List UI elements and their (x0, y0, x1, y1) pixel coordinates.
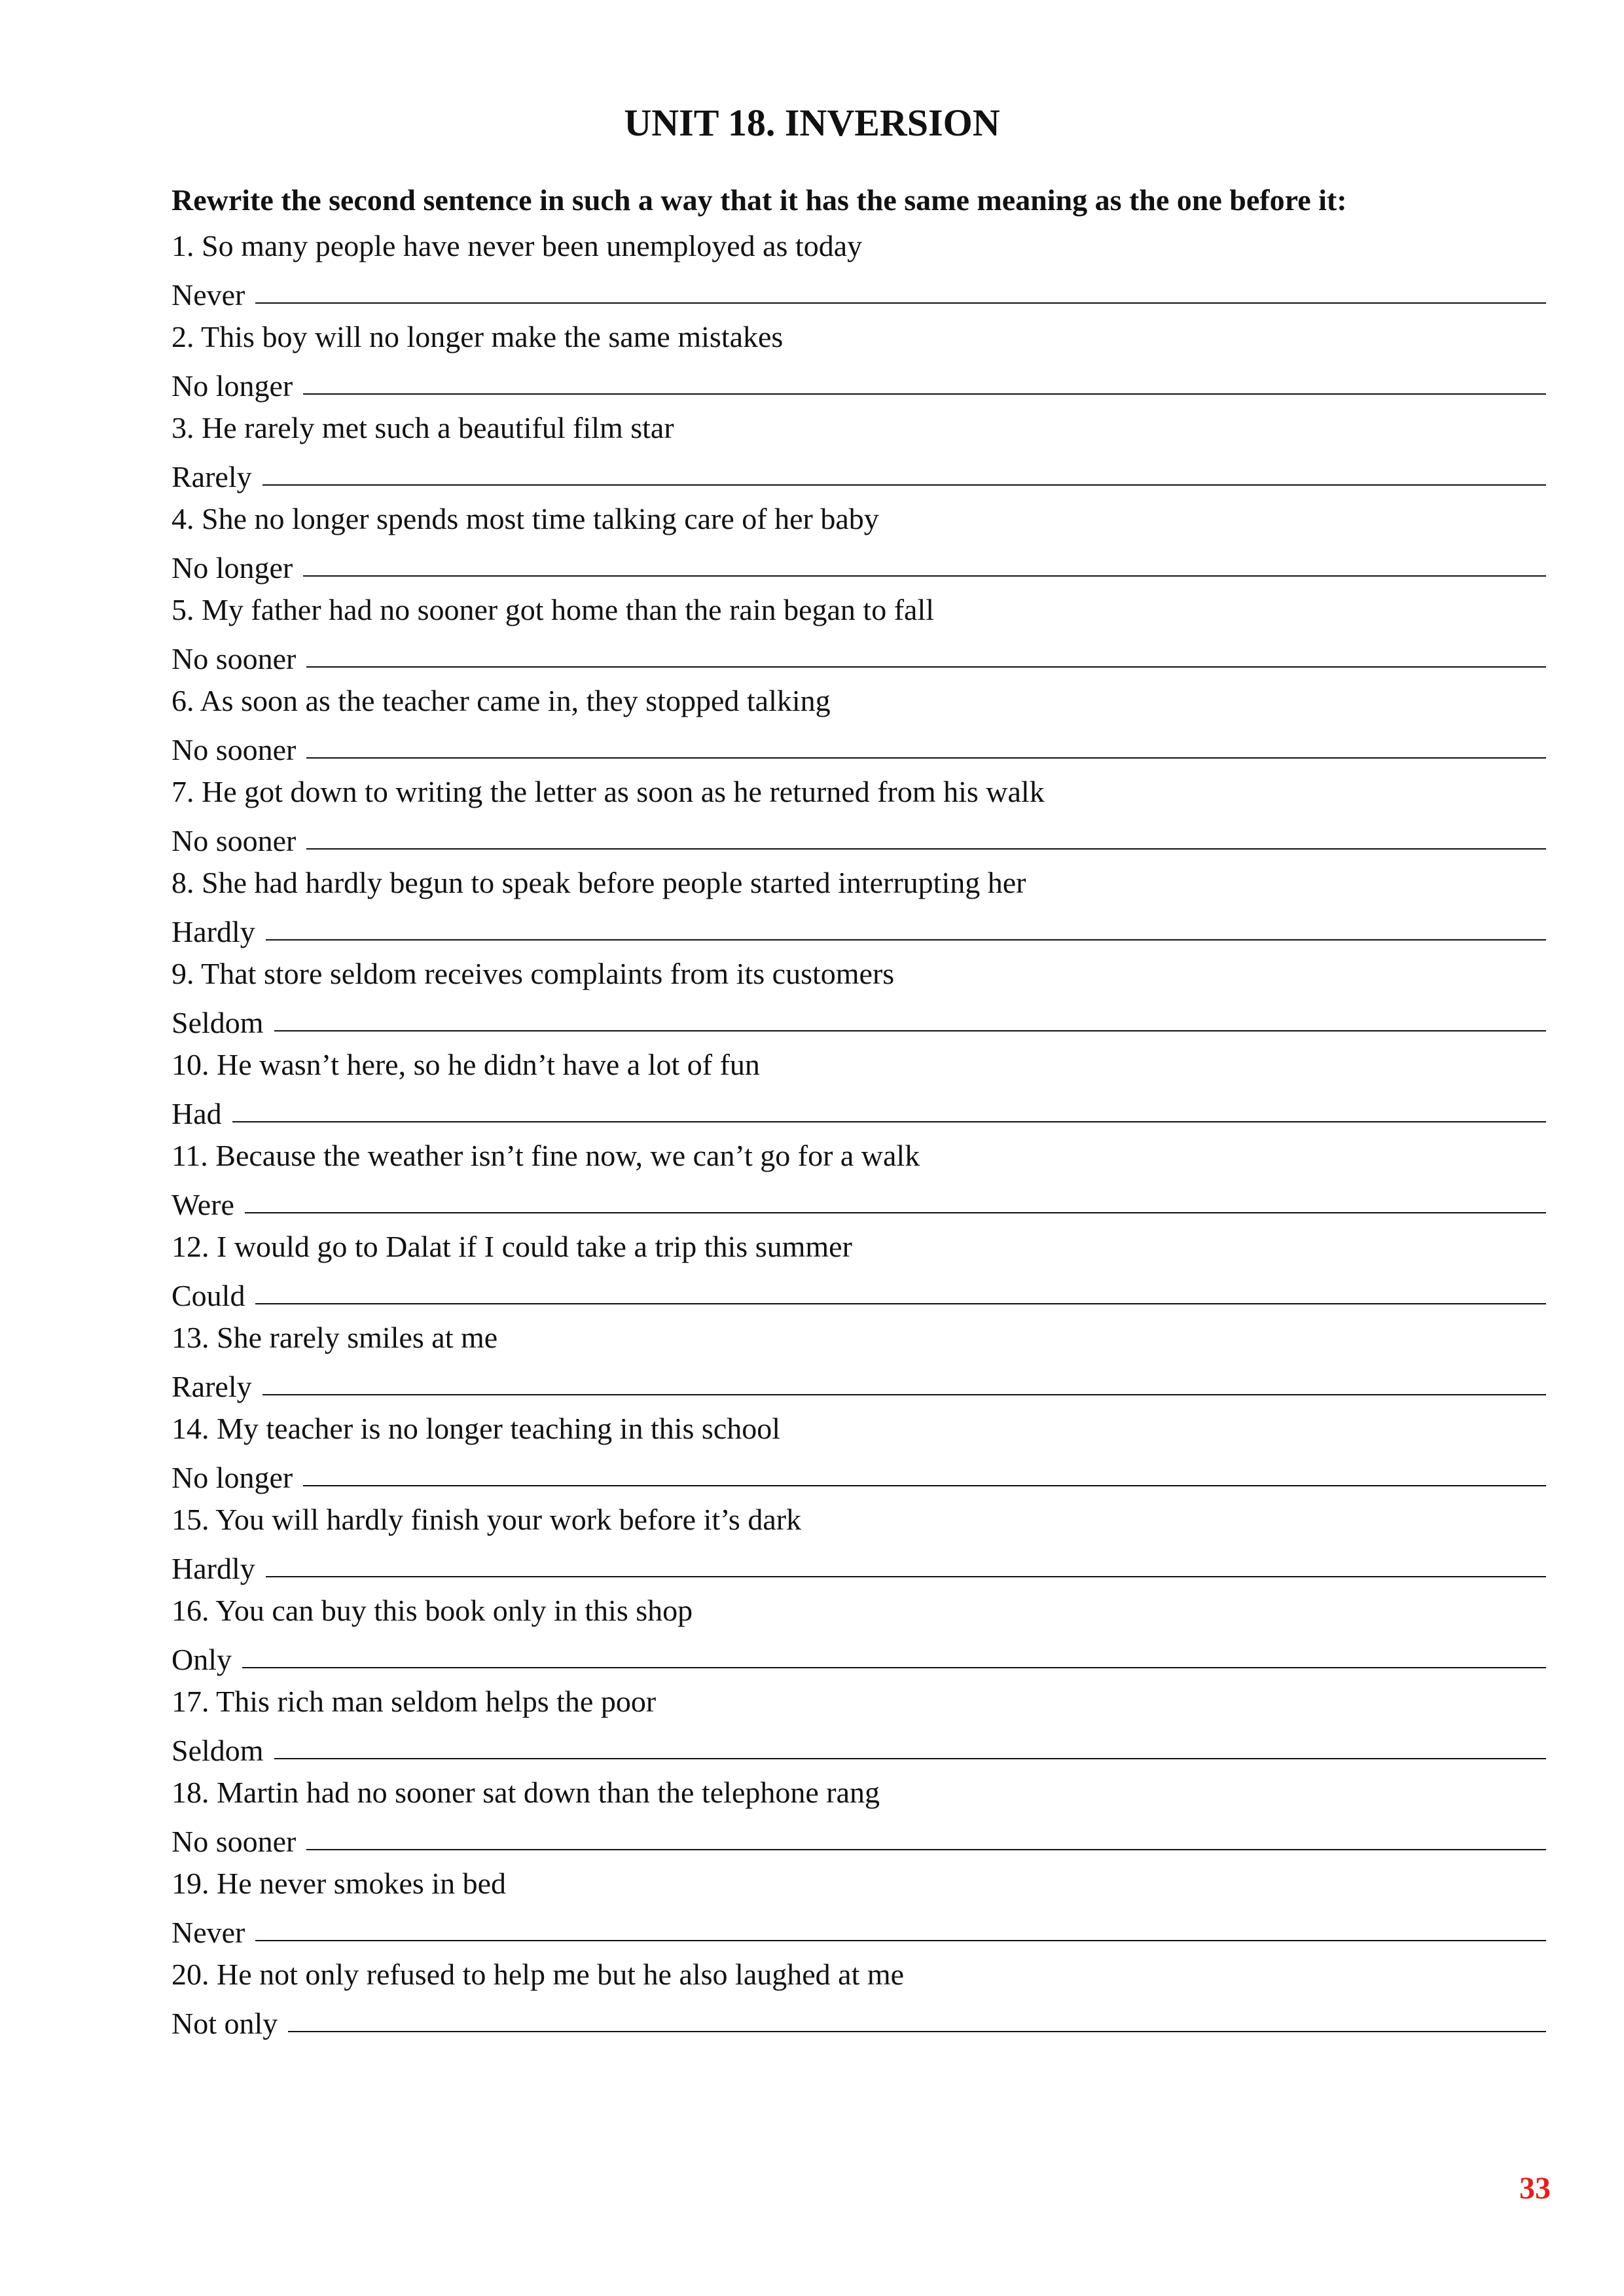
answer-blank-line[interactable] (266, 933, 1546, 941)
answer-starter: Rarely (171, 460, 252, 493)
exercise-item (171, 1406, 1546, 1497)
answer-starter: Were (171, 1188, 234, 1221)
answer-blank-line[interactable] (255, 1933, 1546, 1941)
answer-starter: Hardly (171, 1552, 255, 1585)
answer-blank-line[interactable] (274, 1751, 1546, 1759)
answer-starter: Never (171, 278, 245, 312)
answer-blank-line[interactable] (306, 751, 1546, 759)
exercise-sentence: 11. Because the weather isn’t fine now, we can’t go for a walk (171, 1139, 920, 1172)
exercise-sentence: 19. He never smokes in bed (171, 1867, 506, 1900)
page-number: 33 (1519, 2171, 1551, 2206)
answer-starter: Never (171, 1916, 245, 1949)
page-title: UNIT 18. INVERSION (624, 101, 1000, 144)
exercise-sentence: 8. She had hardly begun to speak before people started interrupting her (171, 866, 1026, 899)
answer-starter: No longer (171, 1461, 293, 1494)
exercise-item (171, 1588, 1546, 1679)
exercise-sentence: 4. She no longer spends most time talking care of her baby (171, 502, 879, 535)
answer-blank-line[interactable] (255, 296, 1546, 304)
exercise-item (171, 314, 1546, 405)
answer-blank-line[interactable] (306, 660, 1546, 668)
answer-row (171, 1543, 1546, 1588)
answer-starter: Seldom (171, 1006, 264, 1039)
exercise-item (171, 1315, 1546, 1406)
answer-row (171, 724, 1546, 770)
answer-row (171, 542, 1546, 588)
answer-row (171, 1088, 1546, 1134)
exercise-sentence: 7. He got down to writing the letter as soon as he returned from his walk (171, 775, 1045, 808)
answer-blank-line[interactable] (266, 1570, 1546, 1577)
answer-blank-line[interactable] (242, 1660, 1546, 1668)
answer-blank-line[interactable] (288, 2024, 1546, 2032)
answer-row (171, 815, 1546, 861)
exercise-item (171, 860, 1546, 951)
exercise-sentence: 10. He wasn’t here, so he didn’t have a lot of fun (171, 1048, 760, 1081)
exercise-item (171, 951, 1546, 1042)
answer-row (171, 1634, 1546, 1679)
exercise-sentence: 1. So many people have never been unemployed as today (171, 229, 863, 262)
exercise-sentence: 5. My father had no sooner got home than the rain began to fall (171, 593, 935, 626)
answer-blank-line[interactable] (232, 1115, 1546, 1122)
exercise-item (171, 1133, 1546, 1224)
answer-starter: No longer (171, 369, 293, 403)
answer-row (171, 1179, 1546, 1225)
exercise-sentence: 13. She rarely smiles at me (171, 1321, 498, 1354)
answer-row (171, 360, 1546, 406)
exercise-item (171, 1770, 1546, 1861)
exercise-sentence: 20. He not only refused to help me but he also laughed at me (171, 1958, 905, 1991)
exercise-item (171, 1042, 1546, 1133)
answer-row (171, 633, 1546, 679)
answer-starter: Not only (171, 2007, 278, 2040)
exercise-list (171, 223, 1546, 2043)
exercise-sentence: 2. This boy will no longer make the same mistakes (171, 320, 784, 353)
exercise-item (171, 1224, 1546, 1315)
answer-blank-line[interactable] (262, 1388, 1546, 1395)
exercise-sentence: 16. You can buy this book only in this shop (171, 1594, 693, 1627)
answer-starter: No longer (171, 551, 293, 584)
exercise-sentence: 6. As soon as the teacher came in, they stopped talking (171, 684, 831, 717)
answer-starter: Hardly (171, 915, 255, 948)
answer-starter: Rarely (171, 1370, 252, 1403)
answer-blank-line[interactable] (245, 1206, 1546, 1213)
answer-row (171, 451, 1546, 497)
exercise-sentence: 9. That store seldom receives complaints from its customers (171, 957, 895, 990)
answer-starter: Seldom (171, 1734, 264, 1767)
exercise-item (171, 496, 1546, 587)
exercise-item (171, 769, 1546, 860)
exercise-item (171, 678, 1546, 769)
answer-starter: No sooner (171, 824, 297, 857)
answer-blank-line[interactable] (306, 1842, 1546, 1850)
exercise-sentence: 18. Martin had no sooner sat down than the telephone rang (171, 1776, 880, 1809)
answer-blank-line[interactable] (255, 1297, 1546, 1304)
answer-row (171, 1816, 1546, 1861)
answer-blank-line[interactable] (274, 1024, 1546, 1031)
answer-starter: No sooner (171, 1825, 297, 1858)
answer-starter: Had (171, 1097, 222, 1130)
exercise-item (171, 1952, 1546, 2043)
exercise-sentence: 17. This rich man seldom helps the poor (171, 1685, 657, 1718)
answer-starter: Could (171, 1279, 245, 1312)
exercise-item (171, 1497, 1546, 1588)
answer-row (171, 1907, 1546, 1952)
answer-row (171, 1725, 1546, 1770)
answer-blank-line[interactable] (262, 478, 1546, 486)
exercise-sentence: 15. You will hardly finish your work before it’s dark (171, 1503, 802, 1536)
answer-blank-line[interactable] (306, 842, 1546, 850)
answer-starter: Only (171, 1643, 232, 1676)
answer-row (171, 1452, 1546, 1498)
instruction-text: Rewrite the second sentence in such a way that it has the same meaning as the one before it: (171, 183, 1347, 217)
exercise-item (171, 1679, 1546, 1770)
answer-starter: No sooner (171, 733, 297, 766)
answer-row (171, 1270, 1546, 1316)
exercise-item (171, 587, 1546, 678)
exercise-sentence: 12. I would go to Dalat if I could take a trip this summer (171, 1230, 852, 1263)
exercise-item (171, 405, 1546, 496)
answer-row (171, 269, 1546, 315)
answer-row (171, 1361, 1546, 1407)
answer-row (171, 997, 1546, 1043)
answer-blank-line[interactable] (303, 1479, 1546, 1486)
answer-row (171, 1998, 1546, 2043)
exercise-item (171, 1861, 1546, 1952)
answer-blank-line[interactable] (303, 569, 1546, 577)
answer-row (171, 906, 1546, 952)
answer-blank-line[interactable] (303, 387, 1546, 395)
exercise-sentence: 3. He rarely met such a beautiful film star (171, 411, 674, 444)
exercise-sentence: 14. My teacher is no longer teaching in this school (171, 1412, 781, 1445)
answer-starter: No sooner (171, 642, 297, 675)
exercise-item (171, 223, 1546, 314)
